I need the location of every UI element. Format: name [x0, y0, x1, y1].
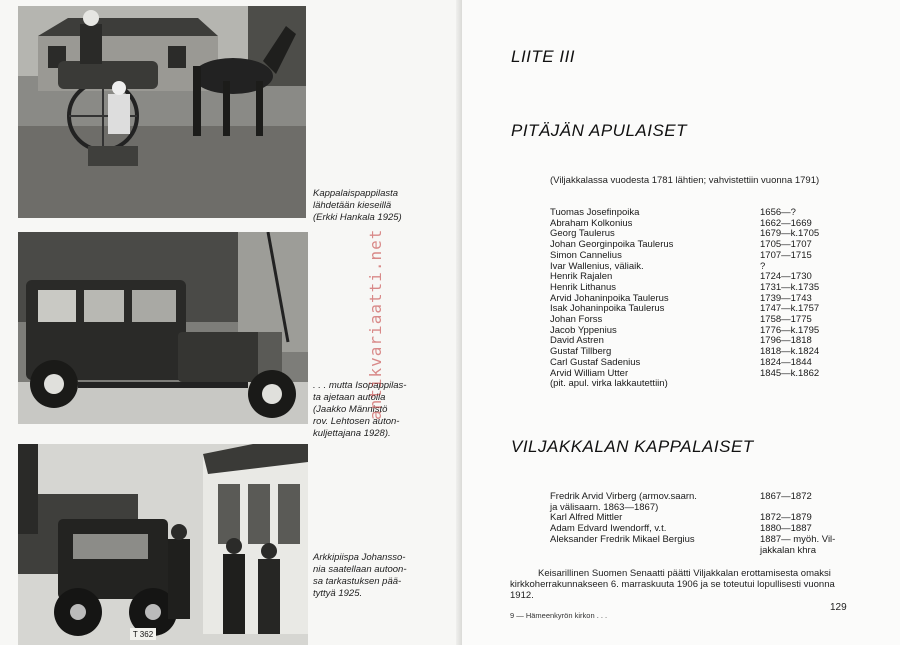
section2-title: VILJAKKALAN KAPPALAISET	[511, 437, 754, 456]
row-name: Henrik Rajalen	[550, 271, 613, 283]
row-years: 1872—1879	[760, 512, 812, 524]
chaplains-table	[550, 492, 850, 556]
row-name: Arvid Johaninpoika Taulerus	[550, 292, 669, 304]
row-name: Adam Edvard Iwendorff, v.t.	[550, 523, 667, 535]
row-name: Henrik Lithanus	[550, 281, 617, 293]
table-row	[550, 251, 850, 262]
table-row	[550, 358, 850, 369]
row-name: David Astren	[550, 335, 604, 347]
appendix-title: LIITE III	[511, 47, 576, 66]
closing-paragraph: Keisarillinen Suomen Senaatti päätti Viljakkalan erottamisesta omaksi kirkkoherrakunnakseen 6. marraskuuta 1906 ja se toteutui lopullisesti vuonna 1912.	[510, 568, 835, 601]
row-years: 1880—1887	[760, 523, 812, 535]
page-footer: 9 — Hämeenkyrön kirkon . . .	[510, 611, 608, 620]
row-name: (pit. apul. virka lakkautettiin)	[550, 378, 668, 390]
row-years: 1707—1715	[760, 249, 812, 261]
row-years: 1867—1872	[760, 491, 812, 502]
table-row	[550, 492, 850, 513]
table-row	[550, 379, 850, 390]
row-name: Gustaf Tillberg	[550, 346, 612, 358]
license-plate-text: T 362	[132, 630, 154, 639]
row-name: Johan Georginpoika Taulerus	[550, 239, 674, 251]
row-name: Georg Taulerus	[550, 228, 615, 240]
row-years: 1758—1775	[760, 314, 812, 326]
row-name: Simon Cannelius	[550, 249, 622, 261]
row-years: 1818—k.1824	[760, 346, 820, 358]
row-name: Carl Gustaf Sadenius	[550, 356, 641, 368]
photo1-caption: Kappalaispappilasta lähdetään kieseillä (Erkki Hankala 1925)	[313, 188, 402, 223]
row-name: Tuomas Josefinpoika	[550, 207, 640, 218]
horse-carriage-photo	[18, 6, 306, 218]
section1-note: (Viljakkalassa vuodesta 1781 lähtien; vahvistettiin vuonna 1791)	[550, 175, 820, 186]
row-years: 1796—1818	[760, 335, 812, 347]
vintage-car-photo	[18, 232, 308, 424]
row-name: Arvid William Utter	[550, 367, 629, 379]
archbishop-car-photo	[18, 444, 308, 645]
row-years: 1705—1707	[760, 239, 812, 251]
row-name: Abraham Kolkonius	[550, 217, 633, 229]
row-name: Johan Forss	[550, 314, 603, 326]
watermark-text: antikvariaatti.net	[366, 228, 385, 420]
row-years: 1656—?	[760, 207, 796, 218]
row-name: Isak Johaninpoika Taulerus	[550, 303, 665, 315]
row-years: 1679—k.1705	[760, 228, 820, 240]
row-years: 1845—k.1862	[760, 367, 820, 379]
row-years: 1776—k.1795	[760, 324, 820, 336]
row-name: Fredrik Arvid Virberg (armov.saarn. ja välisaarn. 1863—1867)	[550, 491, 697, 513]
page-number: 129	[830, 602, 847, 613]
table-row	[550, 535, 850, 556]
row-name: Aleksander Fredrik Mikael Bergius	[550, 533, 695, 545]
row-years: 1724—1730	[760, 271, 812, 283]
row-name: Jacob Yppenius	[550, 324, 617, 336]
row-name: Ivar Wallenius, väliaik.	[550, 260, 644, 272]
photo3-caption: Arkkipiispa Johansso- nia saatellaan autoon- sa tarkastuksen pää- tyttyä 1925.	[313, 552, 407, 599]
section1-title: PITÄJÄN APULAISET	[511, 121, 688, 140]
row-years: 1731—k.1735	[760, 281, 820, 293]
row-years: 1824—1844	[760, 356, 812, 368]
row-name: Karl Alfred Mittler	[550, 512, 623, 524]
photo2-caption: . . . mutta Isopappilas- ta ajetaan autolla (Jaakko Männistö rov. Lehtosen auton- kuljettajana 1928).	[313, 380, 407, 439]
row-years: 1739—1743	[760, 292, 812, 304]
row-years: ?	[760, 260, 766, 272]
row-years: 1747—k.1757	[760, 303, 820, 315]
row-years: 1887— myöh. Vil- jakkalan khra	[760, 533, 836, 556]
row-years	[760, 379, 850, 390]
row-years: 1662—1669	[760, 217, 812, 229]
assistants-table	[550, 208, 850, 390]
